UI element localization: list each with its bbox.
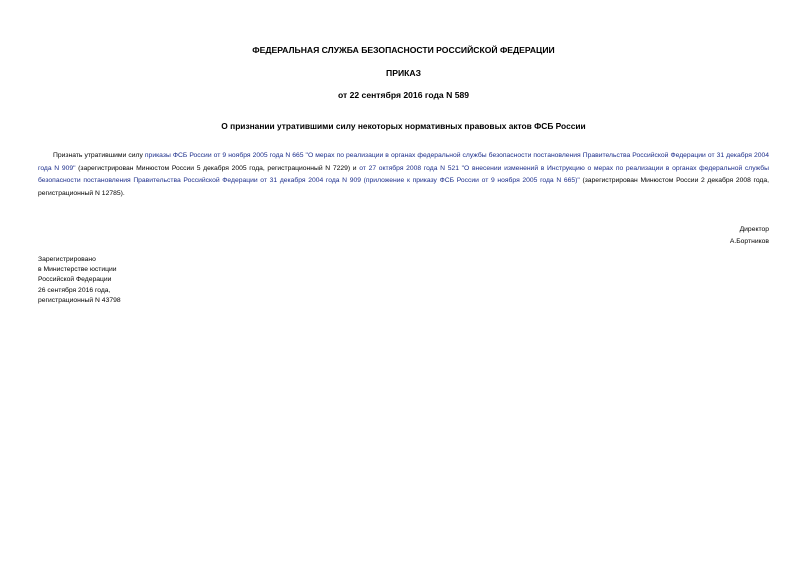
body-middle-text: (зарегистрирован Минюстом России 5 декабря 2005 года, регистрационный N 7229) и [75,164,360,172]
document-type: ПРИКАЗ [386,68,421,78]
body-intro-text: Признать утратившими силу [53,152,145,159]
order-521-link[interactable]: от 27 октября 2008 года N 521 "О внесении изменений в Инструкцию о мерах по реализации в органах федеральной службы безопасности постановления Правительства Российской Федерации от 31 декабря 2004 года N 909 (приложение к приказу ФСБ России от 9 ноября 2005 года N 665)" [38,164,769,185]
registration-line: Российской Федерации [38,276,112,284]
registration-line: 26 сентября 2016 года, [38,286,111,294]
agency-title: ФЕДЕРАЛЬНАЯ СЛУЖБА БЕЗОПАСНОСТИ РОССИЙСКОЙ ФЕДЕРАЦИИ [252,45,555,55]
registration-line: в Министерстве юстиции [38,266,117,274]
body-tail-text: (зарегистрирован Минюстом России 2 декабря 2008 года, регистрационный N 12785). [38,177,770,197]
order-665-link[interactable]: приказы ФСБ России от 9 ноября 2005 года N 665 "О мерах по реализации в органах федеральной службы безопасности постановления Правительства Российской Федерации от 31 декабря 2004 года N 909" [38,152,769,172]
signatory-name: А.Бортников [729,238,769,245]
signatory-title: Директор [739,226,769,233]
document-subject: О признании утратившими силу некоторых нормативных правовых актов ФСБ России [221,121,586,131]
registration-line: Зарегистрировано [38,256,96,263]
registration-line: регистрационный N 43798 [38,296,121,304]
body-paragraph [38,150,769,200]
registration-block [38,255,238,306]
document-date: от 22 сентября 2016 года N 589 [337,90,470,100]
